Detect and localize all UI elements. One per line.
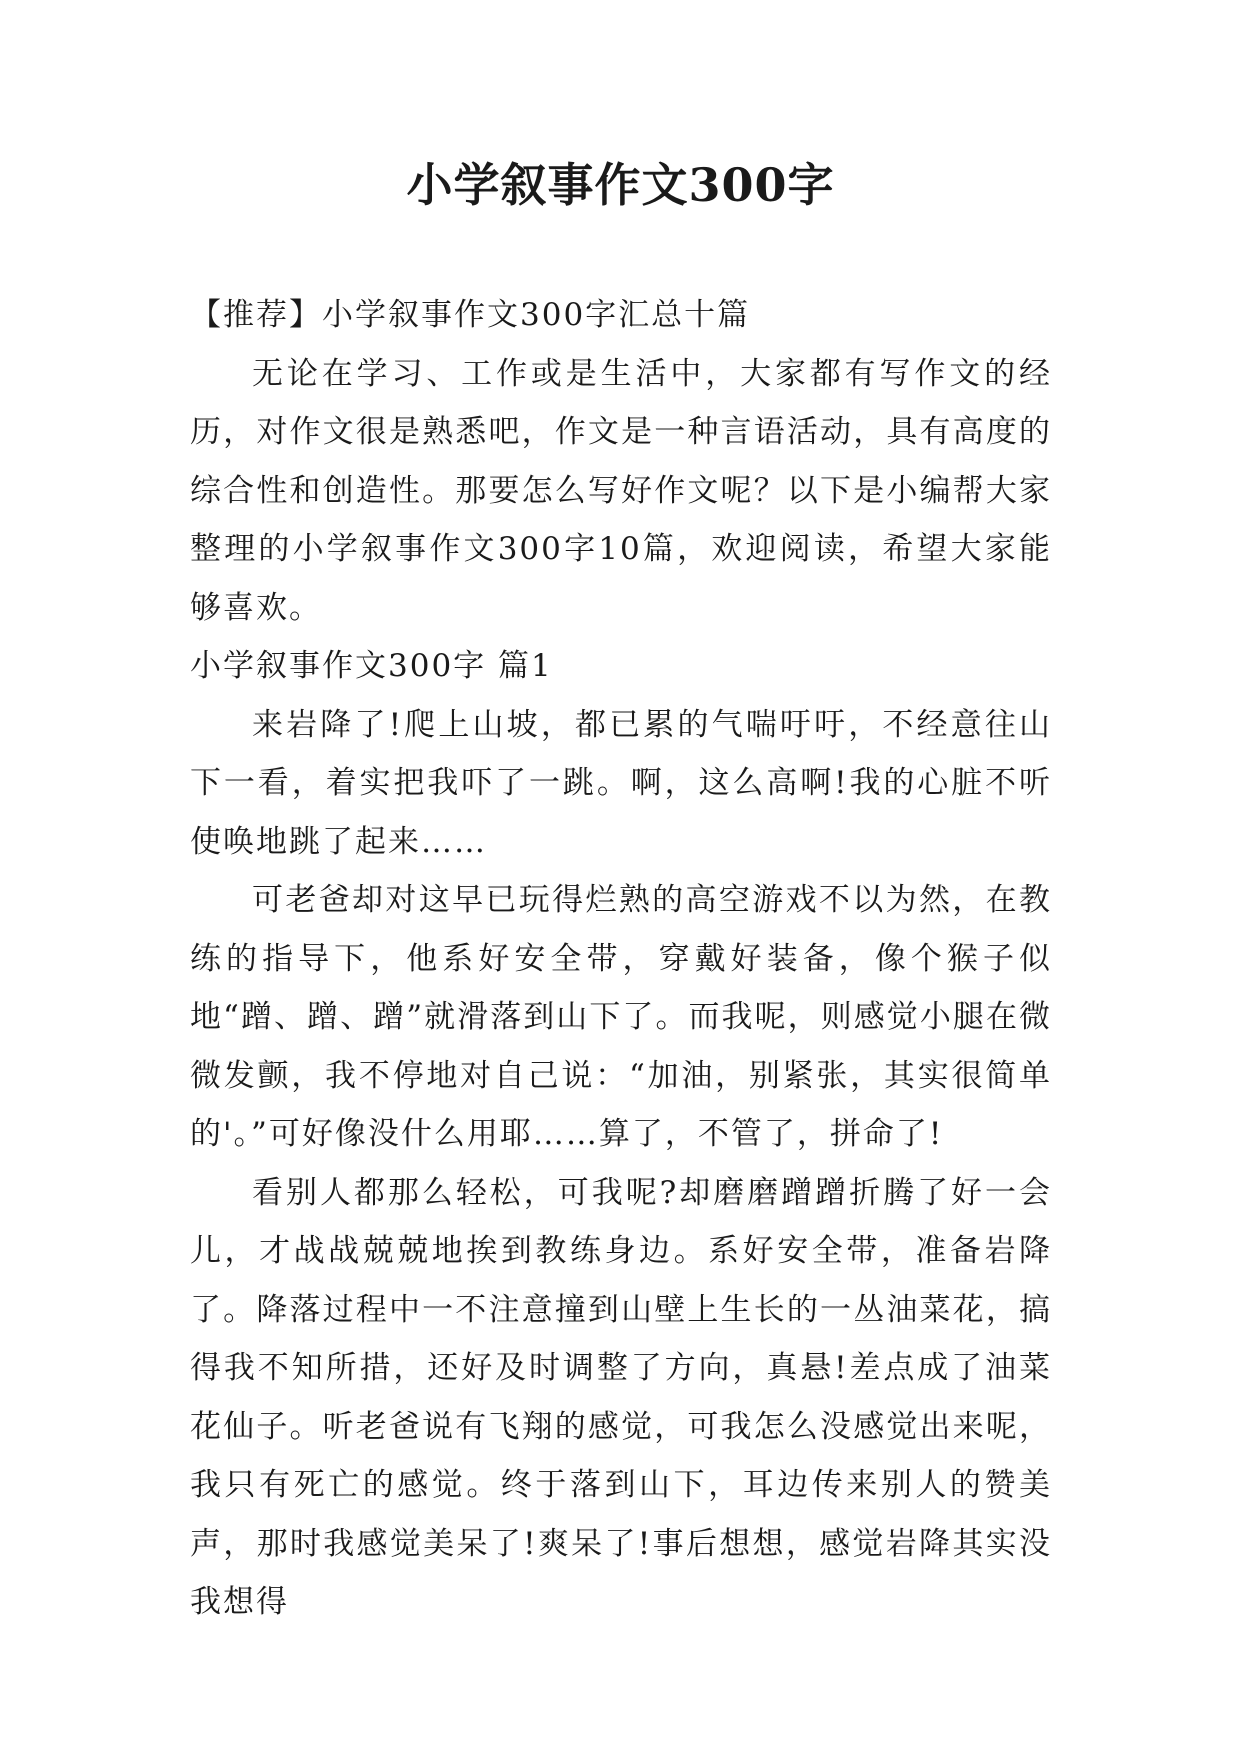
intro-paragraph: 无论在学习、工作或是生活中，大家都有写作文的经历，对作文很是熟悉吧，作文是一种言语活动，具有高度的综合性和创造性。那要怎么写好作文呢？以下是小编帮大家整理的小学叙事作文300字10篇，欢迎阅读，希望大家能够喜欢。 bbox=[190, 355, 1052, 626]
body-paragraph: 来岩降了!爬上山坡，都已累的气喘吁吁，不经意往山下一看，着实把我吓了一跳。啊，这么高啊!我的心脏不听使唤地跳了起来…… bbox=[190, 706, 1052, 860]
document-title: 小学叙事作文300字 bbox=[406, 158, 835, 212]
body-paragraph: 看别人都那么轻松，可我呢?却磨磨蹭蹭折腾了好一会儿，才战战兢兢地挨到教练身边。系好安全带，准备岩降了。降落过程中一不注意撞到山壁上生长的一丛油菜花，搞得我不知所措，还好及时调整了方向，真悬!差点成了油菜花仙子。听老爸说有飞翔的感觉，可我怎么没感觉出来呢，我只有死亡的感觉。终于落到山下，耳边传来别人的赞美声，那时我感觉美呆了!爽呆了!事后想想，感觉岩降其实没我想得 bbox=[190, 1174, 1052, 1620]
document-body bbox=[190, 286, 1052, 1632]
section-heading: 小学叙事作文300字 篇1 bbox=[190, 648, 553, 684]
document-subtitle: 【推荐】小学叙事作文300字汇总十篇 bbox=[190, 297, 751, 333]
body-paragraph: 可老爸却对这早已玩得烂熟的高空游戏不以为然，在教练的指导下，他系好安全带，穿戴好装备，像个猴子似地“蹭、蹭、蹭”就滑落到山下了。而我呢，则感觉小腿在微微发颤，我不停地对自己说：“加油，别紧张，其实很简单的'。”可好像没什么用耶……算了，不管了，拼命了! bbox=[190, 882, 1052, 1152]
